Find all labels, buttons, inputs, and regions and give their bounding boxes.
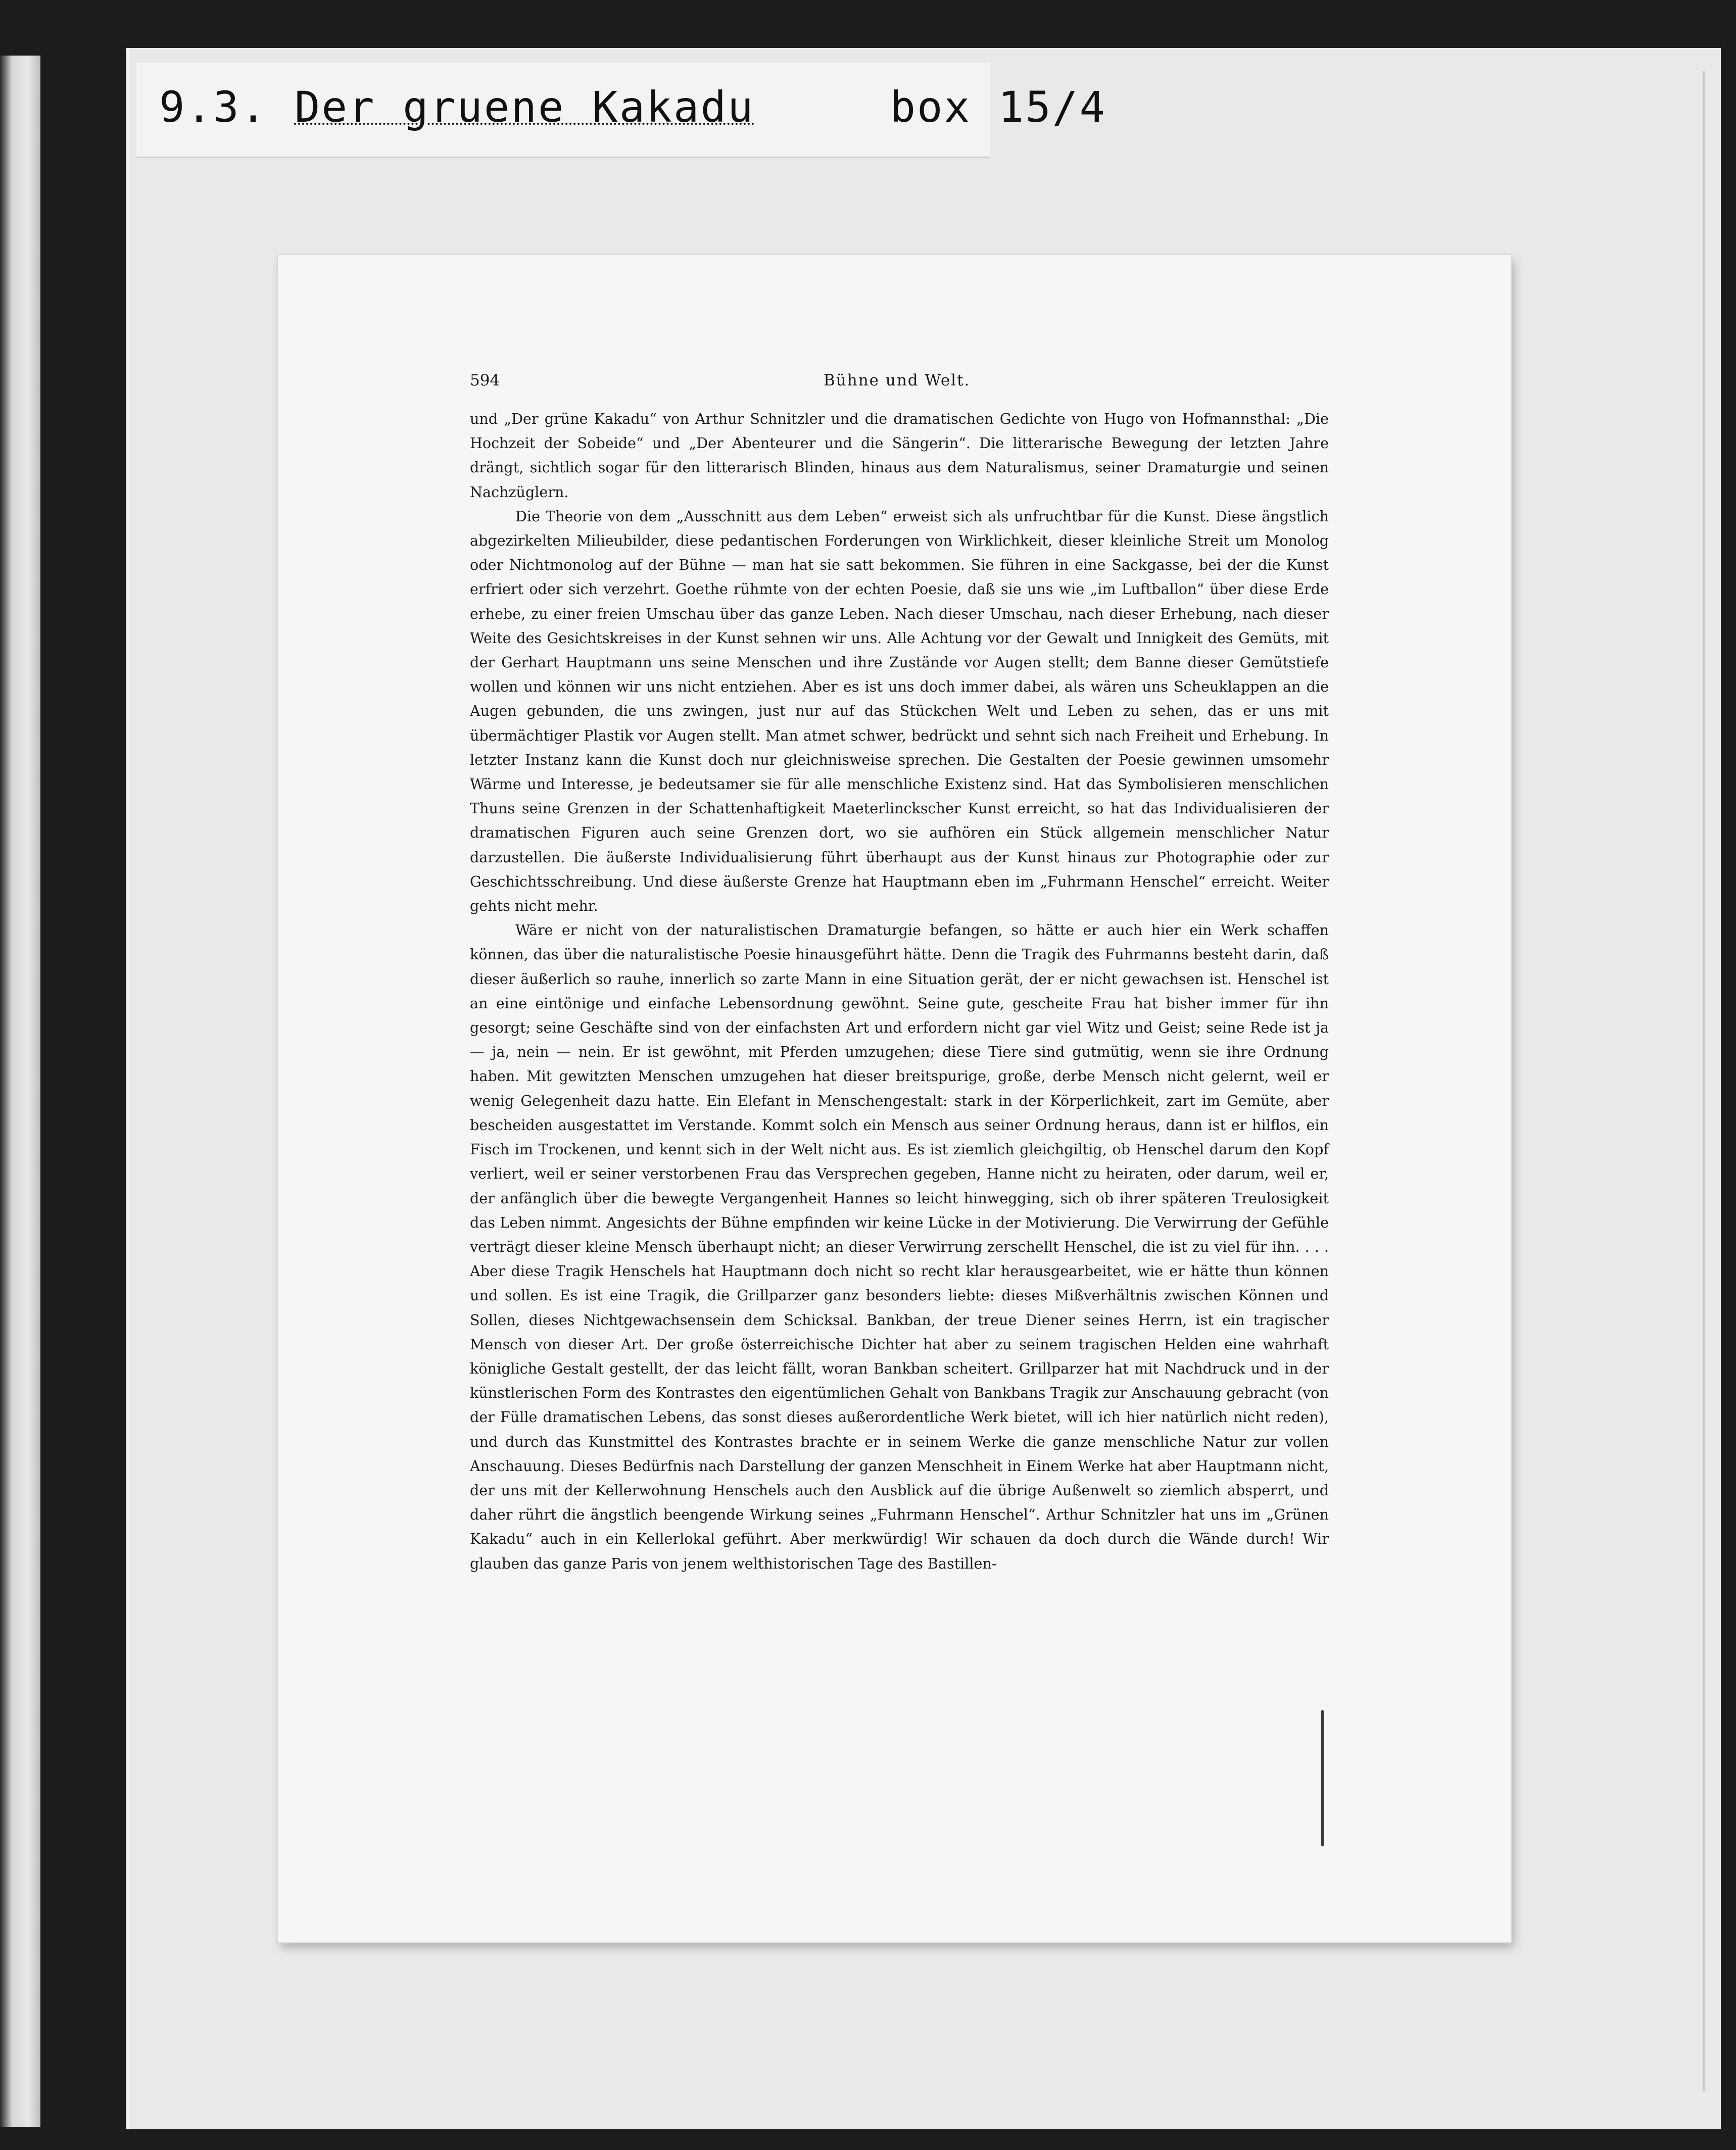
newspaper-clipping bbox=[278, 255, 1511, 1942]
running-head bbox=[470, 371, 1329, 407]
adjacent-sheet-edge bbox=[0, 56, 40, 2127]
paragraph-1: und „Der grüne Kakadu“ von Arthur Schnitzler und die dramatischen Gedichte von Hugo von Hofmannsthal: „Die Hochzeit der Sobeide“ und „Der Abenteurer und die Sängerin“. Die litterarische Bewegung der letzten Jahre drängt, sichtlich sogar für den litterarisch Blinden, hinaus aus dem Naturalismus, seiner Dramaturgie und seinen Nachzüglern. bbox=[470, 410, 1329, 501]
journal-title: Bühne und Welt. bbox=[824, 371, 971, 389]
paragraph-3: Wäre er nicht von der naturalistischen Dramaturgie befangen, so hätte er auch hier ein Werk schaffen können, das über die naturalistische Poesie hinausgeführt hätte. Denn die Tragik des Fuhrmanns besteht darin, daß dieser äußerlich so rauhe, innerlich so zarte Mann in eine Situation gerät, der er nicht gewachsen ist. Henschel ist an eine eintönige und einfache Lebensordnung gewöhnt. Seine gute, gescheite Frau hat bisher immer für ihn gesorgt; seine Geschäfte sind von der einfachsten Art und erfordern nicht gar viel Witz und Geist; seine Rede ist ja — ja, nein — nein. Er ist gewöhnt, mit Pferden umzugehen; diese Tiere sind gutmütig, wenn sie ihre Ordnung haben. Mit gewitzten Menschen umzugehen hat dieser breitspurige, große, derbe Mensch nicht gelernt, weil er wenig Gelegenheit dazu hatte. Ein Elefant in Menschengestalt: stark in der Körperlichkeit, zart im Gemüte, aber bescheiden ausgestattet im Verstande. Kommt solch ein Mensch aus seiner Ordnung heraus, dann ist er hilflos, ein Fisch im Trockenen, und kennt sich in der Welt nicht aus. Es ist ziemlich gleichgiltig, ob Henschel darum den Kopf verliert, weil er seiner verstorbenen Frau das Versprechen gegeben, Hanne nicht zu heiraten, oder darum, weil er, der anfänglich über die bewegte Vergangenheit Hannes so leicht hinwegging, sich ob ihrer späteren Treulosigkeit das Leben nimmt. Angesichts der Bühne empfinden wir keine Lücke in der Motivierung. Die Verwirrung der Gefühle verträgt dieser kleine Mensch überhaupt nicht; an dieser Verwirrung zerschellt Henschel, die ist zu viel für ihn. . . . Aber diese Tragik Henschels hat Hauptmann doch nicht so recht klar herausgearbeitet, wie er hätte thun können und sollen. Es ist eine Tragik, die Grillparzer ganz besonders liebte: dieses Mißverhältnis zwischen Können und Sollen, dieses Nichtgewachsensein dem Schicksal. Bankban, der treue Diener seines Herrn, ist ein tragischer Mensch von dieser Art. Der große österreichische Dichter hat aber zu seinem tragischen Helden eine wahrhaft königliche Gestalt gestellt, der das leicht fällt, woran Bankban scheitert. Grillparzer hat mit Nachdruck und in der künstlerischen Form des Kontrastes den eigentümlichen Gehalt von Bankbans Tragik zur Anschauung gebracht (von der Fülle dramatischen Lebens, das sonst dieses außerordentliche Werk bietet, will ich hier natürlich nicht reden), und durch das Kunstmittel des Kontrastes brachte er in seinem Werke die ganze menschliche Natur zur vollen Anschauung. Dieses Bedürfnis nach Darstellung der ganzen Menschheit in Einem Werke hat aber Hauptmann nicht, der uns mit der Kellerwohnung Henschels auch den Ausblick auf die übrige Außenwelt so ziemlich absperrt, und daher rührt die ängstlich beengende Wirkung seines „Fuhrmann Henschel“. Arthur Schnitzler hat uns im „Grünen Kakadu“ auch in ein Kellerlokal geführt. Aber merkwürdig! Wir schauen da doch durch die Wände durch! Wir glauben das ganze Paris von jenem welthistorischen Tage des Bastillen- bbox=[470, 921, 1329, 1572]
folder-number: 9.3. bbox=[159, 82, 268, 132]
pencil-margin-mark bbox=[1321, 1710, 1324, 1846]
folder-label bbox=[159, 82, 1106, 132]
folder-edge-line bbox=[1703, 71, 1705, 2091]
page-number: 594 bbox=[470, 371, 500, 389]
folder-title: Der gruene Kakadu bbox=[294, 82, 755, 132]
paragraph-2: Die Theorie von dem „Ausschnitt aus dem Leben“ erweist sich als unfruchtbar für die Kunst. Diese ängstlich abgezirkelten Milieubilder, diese pedantischen Forderungen von Wirklichkeit, dieser kleinliche Streit um Monolog oder Nichtmonolog auf der Bühne — man hat sie satt bekommen. Sie führen in eine Sackgasse, bei der die Kunst erfriert oder sich verzehrt. Goethe rühmte von der echten Poesie, daß sie uns wie „im Luftballon“ über diese Erde erhebe, zu einer freien Umschau über das ganze Leben. Nach dieser Umschau, nach dieser Erhebung, nach dieser Weite des Gesichtskreises in der Kunst sehnen wir uns. Alle Achtung vor der Gewalt und Innigkeit des Gemüts, mit der Gerhart Hauptmann uns seine Menschen und ihre Zustände vor Augen stellt; dem Banne dieser Gemütstiefe wollen und können wir uns nicht entziehen. Aber es ist uns doch immer dabei, als wären uns Scheuklappen an die Augen gebunden, die uns zwingen, just nur auf das Stückchen Welt und Leben zu sehen, das er uns mit übermächtiger Plastik vor Augen stellt. Man atmet schwer, bedrückt und sehnt sich nach Freiheit und Erhebung. In letzter Instanz kann die Kunst doch nur gleichnisweise sprechen. Die Gestalten der Poesie gewinnen umsomehr Wärme und Interesse, je bedeutsamer sie für alle menschliche Existenz sind. Hat das Symbolisieren menschlichen Thuns seine Grenzen in der Schattenhaftigkeit Maeterlinckscher Kunst erreicht, so hat das Individualisieren der dramatischen Figuren auch seine Grenzen dort, wo sie aufhören ein Stück allgemein menschlicher Natur darzustellen. Die äußerste Individualisierung führt überhaupt aus der Kunst hinaus zur Photographie oder zur Geschichtsschreibung. Und diese äußerste Grenze hat Hauptmann eben im „Fuhrmann Henschel“ erreicht. Weiter gehts nicht mehr. bbox=[470, 507, 1329, 915]
folder-label-strip bbox=[136, 63, 1107, 158]
folder-box: box 15/4 bbox=[890, 82, 1107, 132]
clipping-text-block bbox=[470, 371, 1329, 1576]
